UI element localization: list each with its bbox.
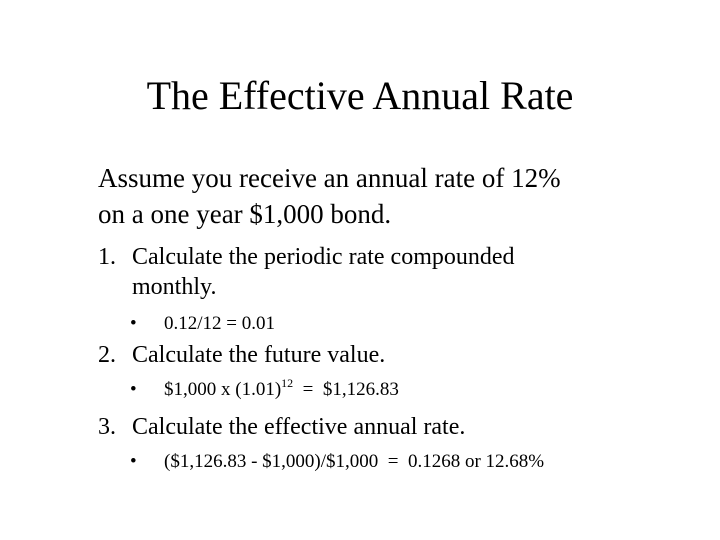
step-2-sub-text	[164, 378, 399, 402]
bullet-icon: •	[130, 379, 137, 400]
step-3-number: 3.	[98, 414, 116, 440]
step-3-sub-text: ($1,126.83 - $1,000)/$1,000 = 0.1268 or 12.68%	[164, 451, 545, 472]
step-2-sub-base: $1,000 x (1.01)	[164, 379, 282, 400]
step-2-text: Calculate the future value.	[132, 342, 386, 368]
step-1-line-2: monthly.	[132, 274, 217, 300]
intro-line-1: Assume you receive an annual rate of 12%	[98, 163, 561, 193]
step-1-text	[132, 242, 515, 302]
step-2-sub-exponent: 12	[281, 376, 294, 390]
step-1-number: 1.	[98, 244, 116, 270]
step-1-sub-text: 0.12/12 = 0.01	[164, 313, 275, 334]
step-1-line-1: Calculate the periodic rate compounded	[132, 244, 515, 270]
step-2-sub-result: = $1,126.83	[293, 379, 399, 400]
step-3-text: Calculate the effective annual rate.	[132, 414, 466, 440]
bullet-icon: •	[130, 451, 137, 472]
slide-title: The Effective Annual Rate	[146, 73, 574, 118]
step-2-number: 2.	[98, 342, 116, 368]
intro-line-2: on a one year $1,000 bond.	[98, 199, 392, 229]
bullet-icon: •	[130, 313, 137, 334]
intro-text	[98, 160, 561, 232]
